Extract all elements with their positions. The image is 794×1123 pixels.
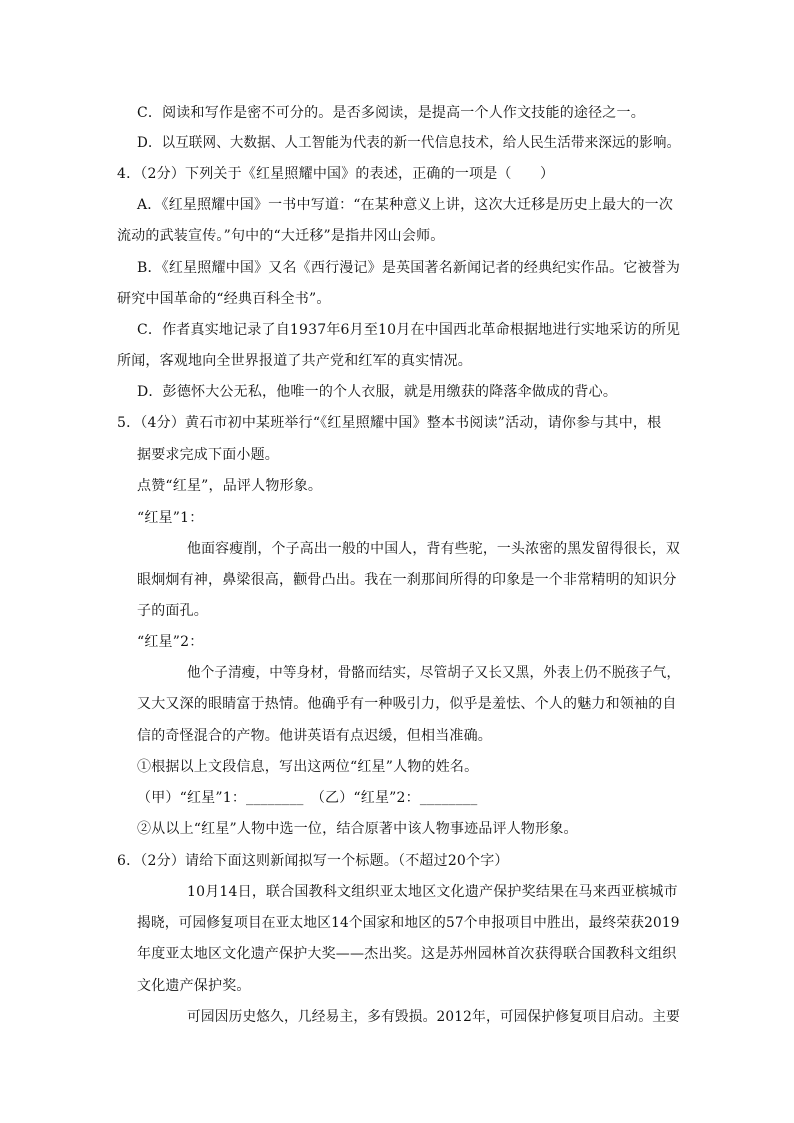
red-star-2-passage-line2: 又大又深的眼睛富于热情。他确乎有一种吸引力，似乎是羞怯、个人的魅力和领袖的自 <box>137 696 677 712</box>
question-4-stem: 4．（2分）下列关于《红星照耀中国》的表述，正确的一项是（ ） <box>117 166 555 182</box>
question-4-option-d: D．彭德怀大公无私，他唯一的个人衣服，就是用缴获的降落伞做成的背心。 <box>137 384 618 400</box>
red-star-1-passage-line3: 子的面孔。 <box>137 603 208 619</box>
news-paragraph-1-line3: 年度亚太地区文化遗产保护大奖——杰出奖。这是苏州园林首次获得联合国教科文组织 <box>137 946 677 962</box>
red-star-2-passage-line3: 信的奇怪混合的产物。他讲英语有点迟缓，但相当准确。 <box>137 728 492 744</box>
news-paragraph-1-line2: 揭晓，可园修复项目在亚太地区14个国家和地区的57个申报项目中胜出，最终荣获2019 <box>137 915 680 931</box>
question-5-stem-line1: 5．（4分）黄石市初中某班举行“《红星照耀中国》整本书阅读”活动，请你参与其中，根 <box>117 415 662 431</box>
red-star-2-passage-line1: 他个子清瘦，中等身材，骨骼而结实，尽管胡子又长又黑，外表上仍不脱孩子气， <box>187 665 681 681</box>
red-star-1-passage-line2: 眼炯炯有神，鼻梁很高，颧骨凸出。我在一刹那间所得的印象是一个非常精明的知识分 <box>137 572 677 588</box>
question-5-stem-line2: 据要求完成下面小题。 <box>137 447 279 463</box>
news-paragraph-1-line4: 文化遗产保护奖。 <box>137 978 251 994</box>
option-d-information-technology: D．以互联网、大数据、人工智能为代表的新一代信息技术，给人民生活带来深远的影响。 <box>137 135 681 151</box>
news-paragraph-2-line1: 可园因历史悠久，几经易主，多有毁损。2012年，可园保护修复项目启动。主要 <box>187 1009 681 1025</box>
question-4-option-c-line2: 所闻，客观地向全世界报道了共产党和红军的真实情况。 <box>117 353 472 369</box>
question-5-subquestion-1: ①根据以上文段信息，写出这两位“红星”人物的姓名。 <box>137 759 479 775</box>
question-4-option-a-line1: A．《红星照耀中国》一书中写道：“在某种意义上讲，这次大迁移是历史上最大的一次 <box>137 197 674 213</box>
red-star-1-passage-line1: 他面容瘦削，个子高出一般的中国人，背有些驼，一头浓密的黑发留得很长，双 <box>187 541 681 557</box>
question-5-subquestion-2: ②从以上“红星”人物中选一位，结合原著中该人物事迹品评人物形象。 <box>137 821 578 837</box>
question-6-stem: 6．（2分）请给下面这则新闻拟写一个标题。（不超过20个字） <box>117 853 509 869</box>
red-star-1-label: “红星”1： <box>137 510 204 526</box>
question-4-option-c-line1: C．作者真实地记录了自1937年6月至10月在中国西北革命根据地进行实地采访的所见 <box>137 322 681 338</box>
question-5-answer-blanks: （甲）“红星”1：________ （乙）“红星”2：________ <box>137 790 478 806</box>
question-4-option-b-line2: 研究中国革命的“经典百科全书”。 <box>117 291 331 307</box>
question-5-task-heading: 点赞“红星”，品评人物形象。 <box>137 478 323 494</box>
red-star-2-label: “红星”2： <box>137 634 204 650</box>
question-4-option-b-line1: B．《红星照耀中国》又名《西行漫记》是英国著名新闻记者的经典纪实作品。它被誉为 <box>137 260 681 276</box>
question-4-option-a-line2: 流动的武装宣传。”句中的“大迁移”是指井冈山会师。 <box>117 228 445 244</box>
option-c-reading-writing: C．阅读和写作是密不可分的。是否多阅读，是提高一个人作文技能的途径之一。 <box>137 105 645 121</box>
news-paragraph-1-line1: 10月14日，联合国教科文组织亚太地区文化遗产保护奖结果在马来西亚槟城市 <box>187 884 678 900</box>
